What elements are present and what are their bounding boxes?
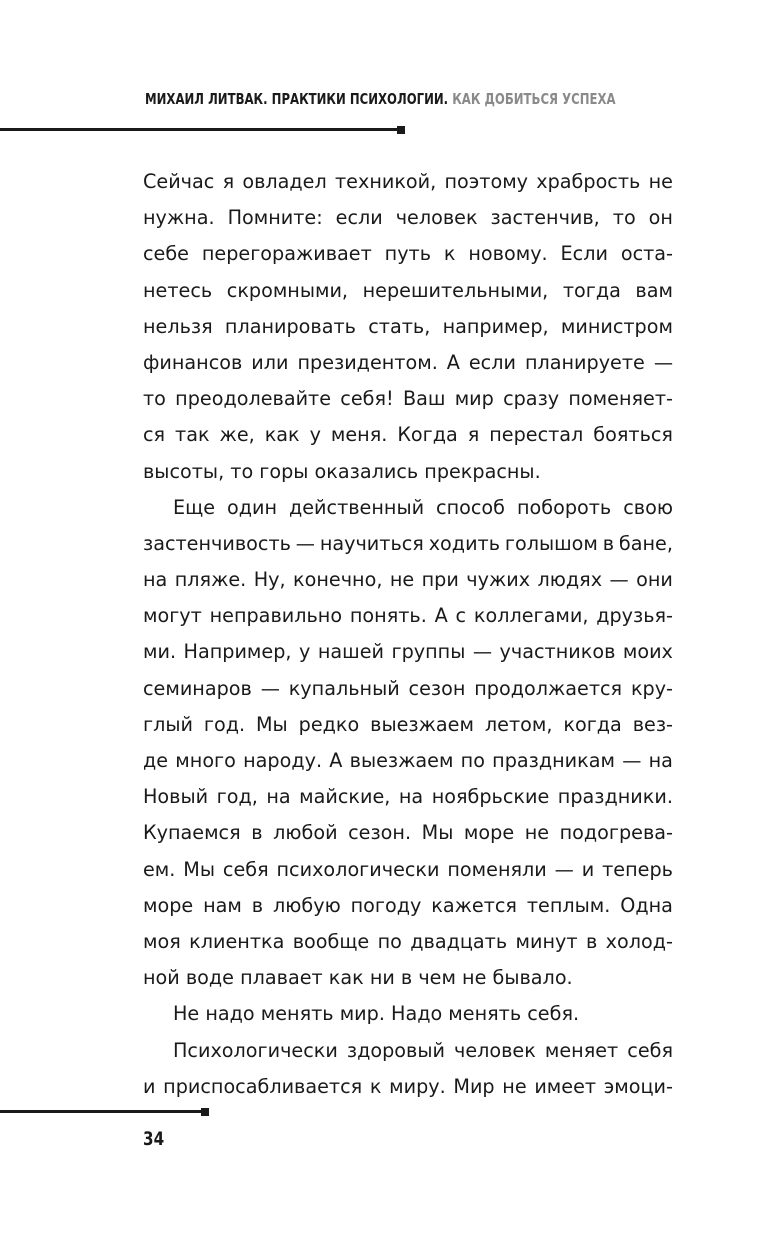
word: выезжаем <box>349 749 454 772</box>
word: действенный <box>288 495 425 519</box>
word: голышом <box>504 531 598 555</box>
word: ходить <box>428 531 501 555</box>
word: вам <box>635 278 673 302</box>
word: овладел <box>242 170 327 193</box>
word: и <box>581 857 595 881</box>
running-header <box>145 90 616 108</box>
word: подогрева- <box>559 821 673 845</box>
word: год. <box>203 712 246 736</box>
word: Если <box>560 242 608 266</box>
word: Мы <box>183 857 215 881</box>
word: то <box>612 206 636 230</box>
word: Сейчас <box>143 170 215 193</box>
word: клиентка <box>189 929 285 953</box>
word: Мир <box>453 1074 495 1098</box>
word: людях <box>537 568 603 592</box>
header-author: МИХАИЛ ЛИТВАК. <box>145 90 268 108</box>
word: Мы <box>256 712 288 736</box>
word: к <box>369 1074 382 1098</box>
word: — <box>622 749 642 772</box>
word: моя <box>143 929 181 953</box>
word: Когда <box>397 423 458 447</box>
text-line <box>143 852 673 888</box>
word: участников <box>499 640 616 664</box>
word: нерешительными, <box>362 278 549 302</box>
word: минут <box>515 929 578 953</box>
text-line <box>143 309 673 345</box>
text-line <box>143 236 673 272</box>
word: я <box>222 170 235 193</box>
text-line <box>143 671 673 707</box>
word: нетесь <box>143 278 213 302</box>
word: купальный <box>288 676 400 700</box>
text-line: высоты, то горы оказались прекрасны. <box>143 459 541 483</box>
word: — <box>295 531 315 555</box>
word: коллегами, <box>473 604 589 628</box>
text-line: Не надо менять мир. Надо менять себя. <box>173 1002 580 1026</box>
word: ся <box>143 423 166 447</box>
word: у <box>309 423 321 447</box>
text-line <box>143 562 673 598</box>
word: тогда <box>562 278 621 302</box>
word: сезон. <box>348 821 412 845</box>
word: меня. <box>330 423 388 447</box>
word: здоровый <box>346 1038 445 1062</box>
header-rule <box>0 128 400 131</box>
word: вообще <box>292 929 370 953</box>
word: преодолевайте <box>175 387 332 411</box>
word: то <box>143 387 166 411</box>
word: свою <box>623 495 673 519</box>
word: кажется <box>431 893 517 917</box>
word: я <box>467 423 480 447</box>
word: бояться <box>593 423 673 447</box>
word: море <box>143 893 194 917</box>
word: оста- <box>620 242 673 266</box>
word: меняет <box>544 1038 619 1062</box>
footer-rule <box>0 1110 204 1113</box>
text-line <box>143 417 673 453</box>
word: побороть <box>516 495 612 519</box>
word: финансов <box>143 350 243 374</box>
word: к <box>443 242 456 266</box>
word: перегораживает <box>201 242 372 266</box>
word: продолжается <box>474 676 623 700</box>
text-line <box>143 743 673 779</box>
word: двадцать <box>410 929 508 953</box>
word: способ <box>436 495 506 519</box>
word: когда <box>563 712 622 736</box>
word: Помните: <box>227 206 323 230</box>
word: группы <box>391 640 466 664</box>
word: мир <box>454 387 494 411</box>
word: ми. <box>143 640 177 664</box>
word: ем. <box>143 857 176 881</box>
word: вез- <box>632 712 673 736</box>
word: могут <box>143 604 202 628</box>
text-line <box>143 634 673 670</box>
page-number: 34 <box>143 1128 165 1150</box>
text-line <box>143 707 673 743</box>
word: стать, <box>368 314 431 338</box>
word: имеет <box>534 1074 597 1098</box>
word: не <box>389 568 415 592</box>
word: теплым. <box>526 893 611 917</box>
word: нашей <box>317 640 384 664</box>
word: он <box>648 206 673 230</box>
word: теперь <box>602 857 673 881</box>
word: психологически <box>276 857 440 881</box>
text-line <box>143 200 673 236</box>
text-line <box>143 924 673 960</box>
word: сразу <box>503 387 560 411</box>
word: сезон <box>408 676 466 700</box>
text-line <box>143 1033 673 1069</box>
header-series: ПРАКТИКИ ПСИХОЛОГИИ. <box>271 90 449 108</box>
word: Мы <box>421 821 454 845</box>
word: нельзя <box>143 314 213 338</box>
word: холод- <box>605 929 673 953</box>
word: же, <box>219 423 255 447</box>
word: президентом. <box>297 350 438 374</box>
word: друзья- <box>596 604 673 628</box>
word: погоду <box>350 893 422 917</box>
text-line <box>143 598 673 634</box>
word: так <box>175 423 210 447</box>
word: путь <box>384 242 432 266</box>
word: кру- <box>630 676 673 700</box>
word: моих <box>622 640 673 664</box>
word: на <box>266 785 291 809</box>
word: человек <box>395 206 478 230</box>
word: себя! <box>340 387 394 411</box>
text-line <box>143 490 673 526</box>
word: праздникам <box>492 749 615 772</box>
word: бане, <box>618 531 673 555</box>
word: Психологически <box>173 1038 338 1062</box>
word: год, <box>216 785 258 809</box>
word: много <box>175 749 236 772</box>
word: Ну, <box>253 568 286 592</box>
word: человек <box>453 1038 536 1062</box>
word: планировать <box>224 314 356 338</box>
text-line <box>143 815 673 851</box>
word: на <box>143 568 168 592</box>
header-rule-end-marker <box>397 126 405 134</box>
word: с <box>455 604 467 628</box>
word: один <box>226 495 278 519</box>
word: праздники. <box>557 785 673 809</box>
word: не <box>648 170 673 193</box>
text-line <box>143 164 673 200</box>
word: они <box>636 568 673 592</box>
word: если <box>468 350 516 374</box>
word: семинаров <box>143 676 252 700</box>
body-text <box>143 164 673 1105</box>
word: редко <box>298 712 360 736</box>
word: не <box>524 821 550 845</box>
word: по <box>377 929 402 953</box>
word: любую <box>272 893 341 917</box>
word: например, <box>442 314 549 338</box>
word: в <box>585 929 598 953</box>
word: поменяет- <box>568 387 673 411</box>
word: у <box>299 640 311 664</box>
word: А <box>446 350 460 374</box>
word: чужих <box>466 568 531 592</box>
text-line <box>143 345 673 381</box>
word: себе <box>143 242 189 266</box>
word: летом, <box>484 712 553 736</box>
text-line: ной воде плавает как ни в чем не бывало. <box>143 966 573 990</box>
word: себя <box>222 857 269 881</box>
word: себя <box>627 1038 673 1062</box>
word: застенчивость <box>143 531 291 555</box>
text-line <box>143 888 673 924</box>
text-line <box>143 381 673 417</box>
word: скромными, <box>226 278 349 302</box>
word: в <box>251 821 263 845</box>
word: министром <box>560 314 673 338</box>
word: Новый <box>143 785 209 809</box>
word: при <box>421 568 459 592</box>
word: Купаемся <box>143 821 241 845</box>
word: Например, <box>183 640 292 664</box>
text-line <box>143 273 673 309</box>
word: и <box>143 1074 156 1098</box>
word: новому. <box>468 242 548 266</box>
header-subtitle: КАК ДОБИТЬСЯ УСПЕХА <box>452 90 616 108</box>
word: техникой, <box>334 170 437 193</box>
word: на <box>648 749 673 772</box>
word: — <box>260 676 280 700</box>
word: Ваш <box>402 387 446 411</box>
word: застенчив, <box>490 206 600 230</box>
word: если <box>335 206 383 230</box>
word: — <box>472 640 493 664</box>
text-line <box>143 1069 673 1105</box>
word: А <box>329 749 343 772</box>
word: Еще <box>173 495 216 519</box>
word: неправильно <box>209 604 343 628</box>
word: на <box>398 785 424 809</box>
word: — <box>653 350 673 374</box>
word: выезжаем <box>370 712 474 736</box>
word: научиться <box>319 531 424 555</box>
word: нам <box>203 893 242 917</box>
word: миру. <box>389 1074 446 1098</box>
word: пляже. <box>174 568 247 592</box>
word: в <box>251 893 264 917</box>
word: эмоци- <box>603 1074 673 1098</box>
word: по <box>460 749 485 772</box>
word: глый <box>143 712 193 736</box>
word: приспосабливается <box>163 1074 363 1098</box>
word: народу. <box>243 749 323 772</box>
word: — <box>554 857 574 881</box>
word: или <box>251 350 289 374</box>
word: нужна. <box>143 206 215 230</box>
word: Одна <box>620 893 673 917</box>
word: А <box>434 604 448 628</box>
word: в <box>602 531 615 555</box>
word: как <box>264 423 300 447</box>
word: понять. <box>349 604 427 628</box>
text-line <box>143 526 673 562</box>
word: любой <box>273 821 338 845</box>
word: планируете <box>524 350 645 374</box>
word: не <box>502 1074 527 1098</box>
word: храбрость <box>536 170 641 193</box>
word: поменяли <box>447 857 547 881</box>
word: майские, <box>299 785 391 809</box>
word: поэтому <box>444 170 529 193</box>
word: море <box>463 821 515 845</box>
text-line <box>143 779 673 815</box>
word: конечно, <box>293 568 383 592</box>
word: ноябрьские <box>431 785 550 809</box>
word: де <box>143 749 169 772</box>
word: перестал <box>489 423 584 447</box>
word: — <box>609 568 629 592</box>
footer-rule-end-marker <box>201 1108 209 1116</box>
